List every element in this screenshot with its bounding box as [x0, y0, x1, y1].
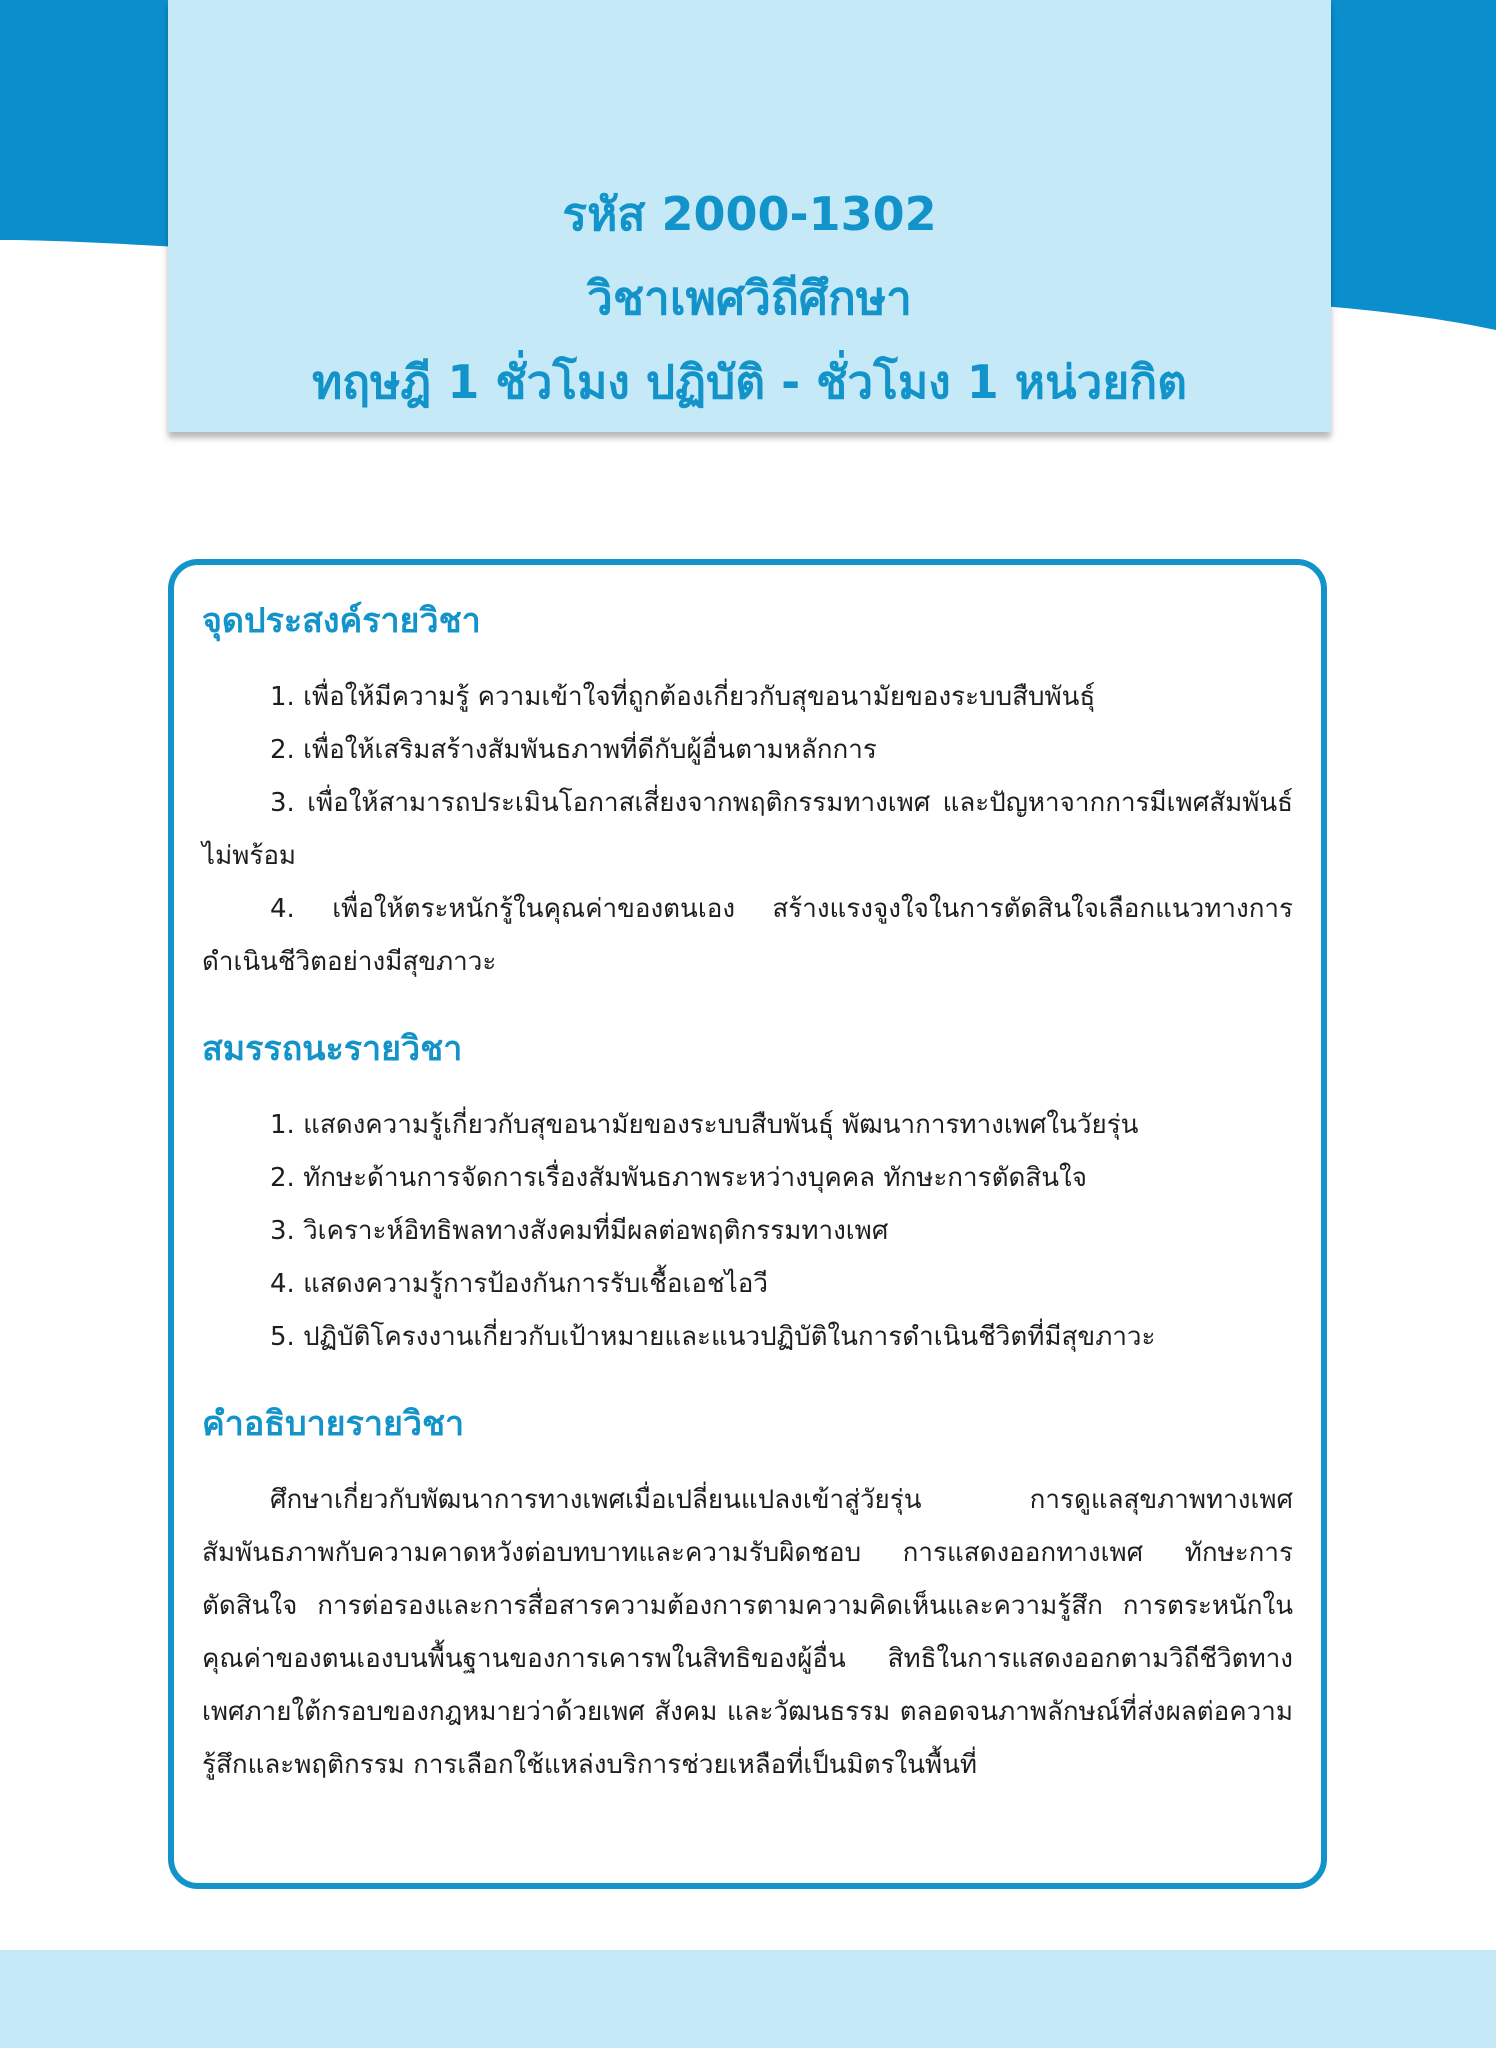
description-paragraph: ศึกษาเกี่ยวกับพัฒนาการทางเพศเมื่อเปลี่ยนแปลงเข้าสู่วัยรุ่น การดูแลสุขภาพทางเพศ สัมพันธภาพกับความคาดหวังต่อบทบาทและความรับผิดชอบ การแสดงออกทางเพศ ทักษะการตัดสินใจ การต่อรองและการสื่อสารความต้องการตามความคิดเห็นและความรู้สึก การตระหนักในคุณค่าของตนเองบนพื้นฐานของการเคารพในสิทธิของผู้อื่น สิทธิในการแสดงออกตามวิถีชีวิตทางเพศภายใต้กรอบของกฎหมายว่าด้วยเพศ สังคม และวัฒนธรรม ตลอดจนภาพลักษณ์ที่ส่งผลต่อความรู้สึกและพฤติกรรม การเลือกใช้แหล่งบริการช่วยเหลือที่เป็นมิตรในพื้นที่ [202, 1485, 1293, 1780]
competency-item: 3. วิเคราะห์อิทธิพลทางสังคมที่มีผลต่อพฤติกรรมทางเพศ [270, 1216, 889, 1246]
course-info-card [168, 559, 1327, 1889]
objectives-title: จุดประสงค์รายวิชา [202, 601, 481, 641]
description-title: คำอธิบายรายวิชา [202, 1404, 465, 1444]
competency-item: 4. แสดงความรู้การป้องกันการรับเชื้อเอชไอวี [270, 1269, 768, 1299]
competency-item: 2. ทักษะด้านการจัดการเรื่องสัมพันธภาพระหว่างบุคคล ทักษะการตัดสินใจ [270, 1163, 1087, 1193]
competency-item: 5. ปฏิบัติโครงงานเกี่ยวกับเป้าหมายและแนวปฏิบัติในการดำเนินชีวิตที่มีสุขภาวะ [270, 1322, 1156, 1352]
objectives-section [202, 593, 1293, 989]
bottom-band [0, 1950, 1496, 2048]
objective-item: 3. เพื่อให้สามารถประเมินโอกาสเสี่ยงจากพฤติกรรมทางเพศ และปัญหาจากการมีเพศสัมพันธ์ไม่พร้อม [202, 788, 1293, 871]
objective-item: 1. เพื่อให้มีความรู้ ความเข้าใจที่ถูกต้องเกี่ยวกับสุขอนามัยของระบบสืบพันธุ์ [270, 682, 1096, 712]
competencies-section [202, 1021, 1293, 1364]
course-subject: วิชาเพศวิถีศึกษา [586, 271, 912, 325]
description-section [202, 1396, 1293, 1792]
objective-item: 4. เพื่อให้ตระหนักรู้ในคุณค่าของตนเอง สร้างแรงจูงใจในการตัดสินใจเลือกแนวทางการดำเนินชีวิตอย่างมีสุขภาวะ [202, 894, 1293, 977]
competencies-title: สมรรถนะรายวิชา [202, 1029, 463, 1069]
header-banner [168, 0, 1331, 432]
course-code: รหัส 2000-1302 [562, 187, 937, 241]
objective-item: 2. เพื่อให้เสริมสร้างสัมพันธภาพที่ดีกับผู้อื่นตามหลักการ [270, 735, 877, 765]
course-hours: ทฤษฎี 1 ชั่วโมง ปฏิบัติ - ชั่วโมง 1 หน่วยกิต [311, 355, 1188, 409]
competency-item: 1. แสดงความรู้เกี่ยวกับสุขอนามัยของระบบสืบพันธุ์ พัฒนาการทางเพศในวัยรุ่น [270, 1110, 1139, 1140]
